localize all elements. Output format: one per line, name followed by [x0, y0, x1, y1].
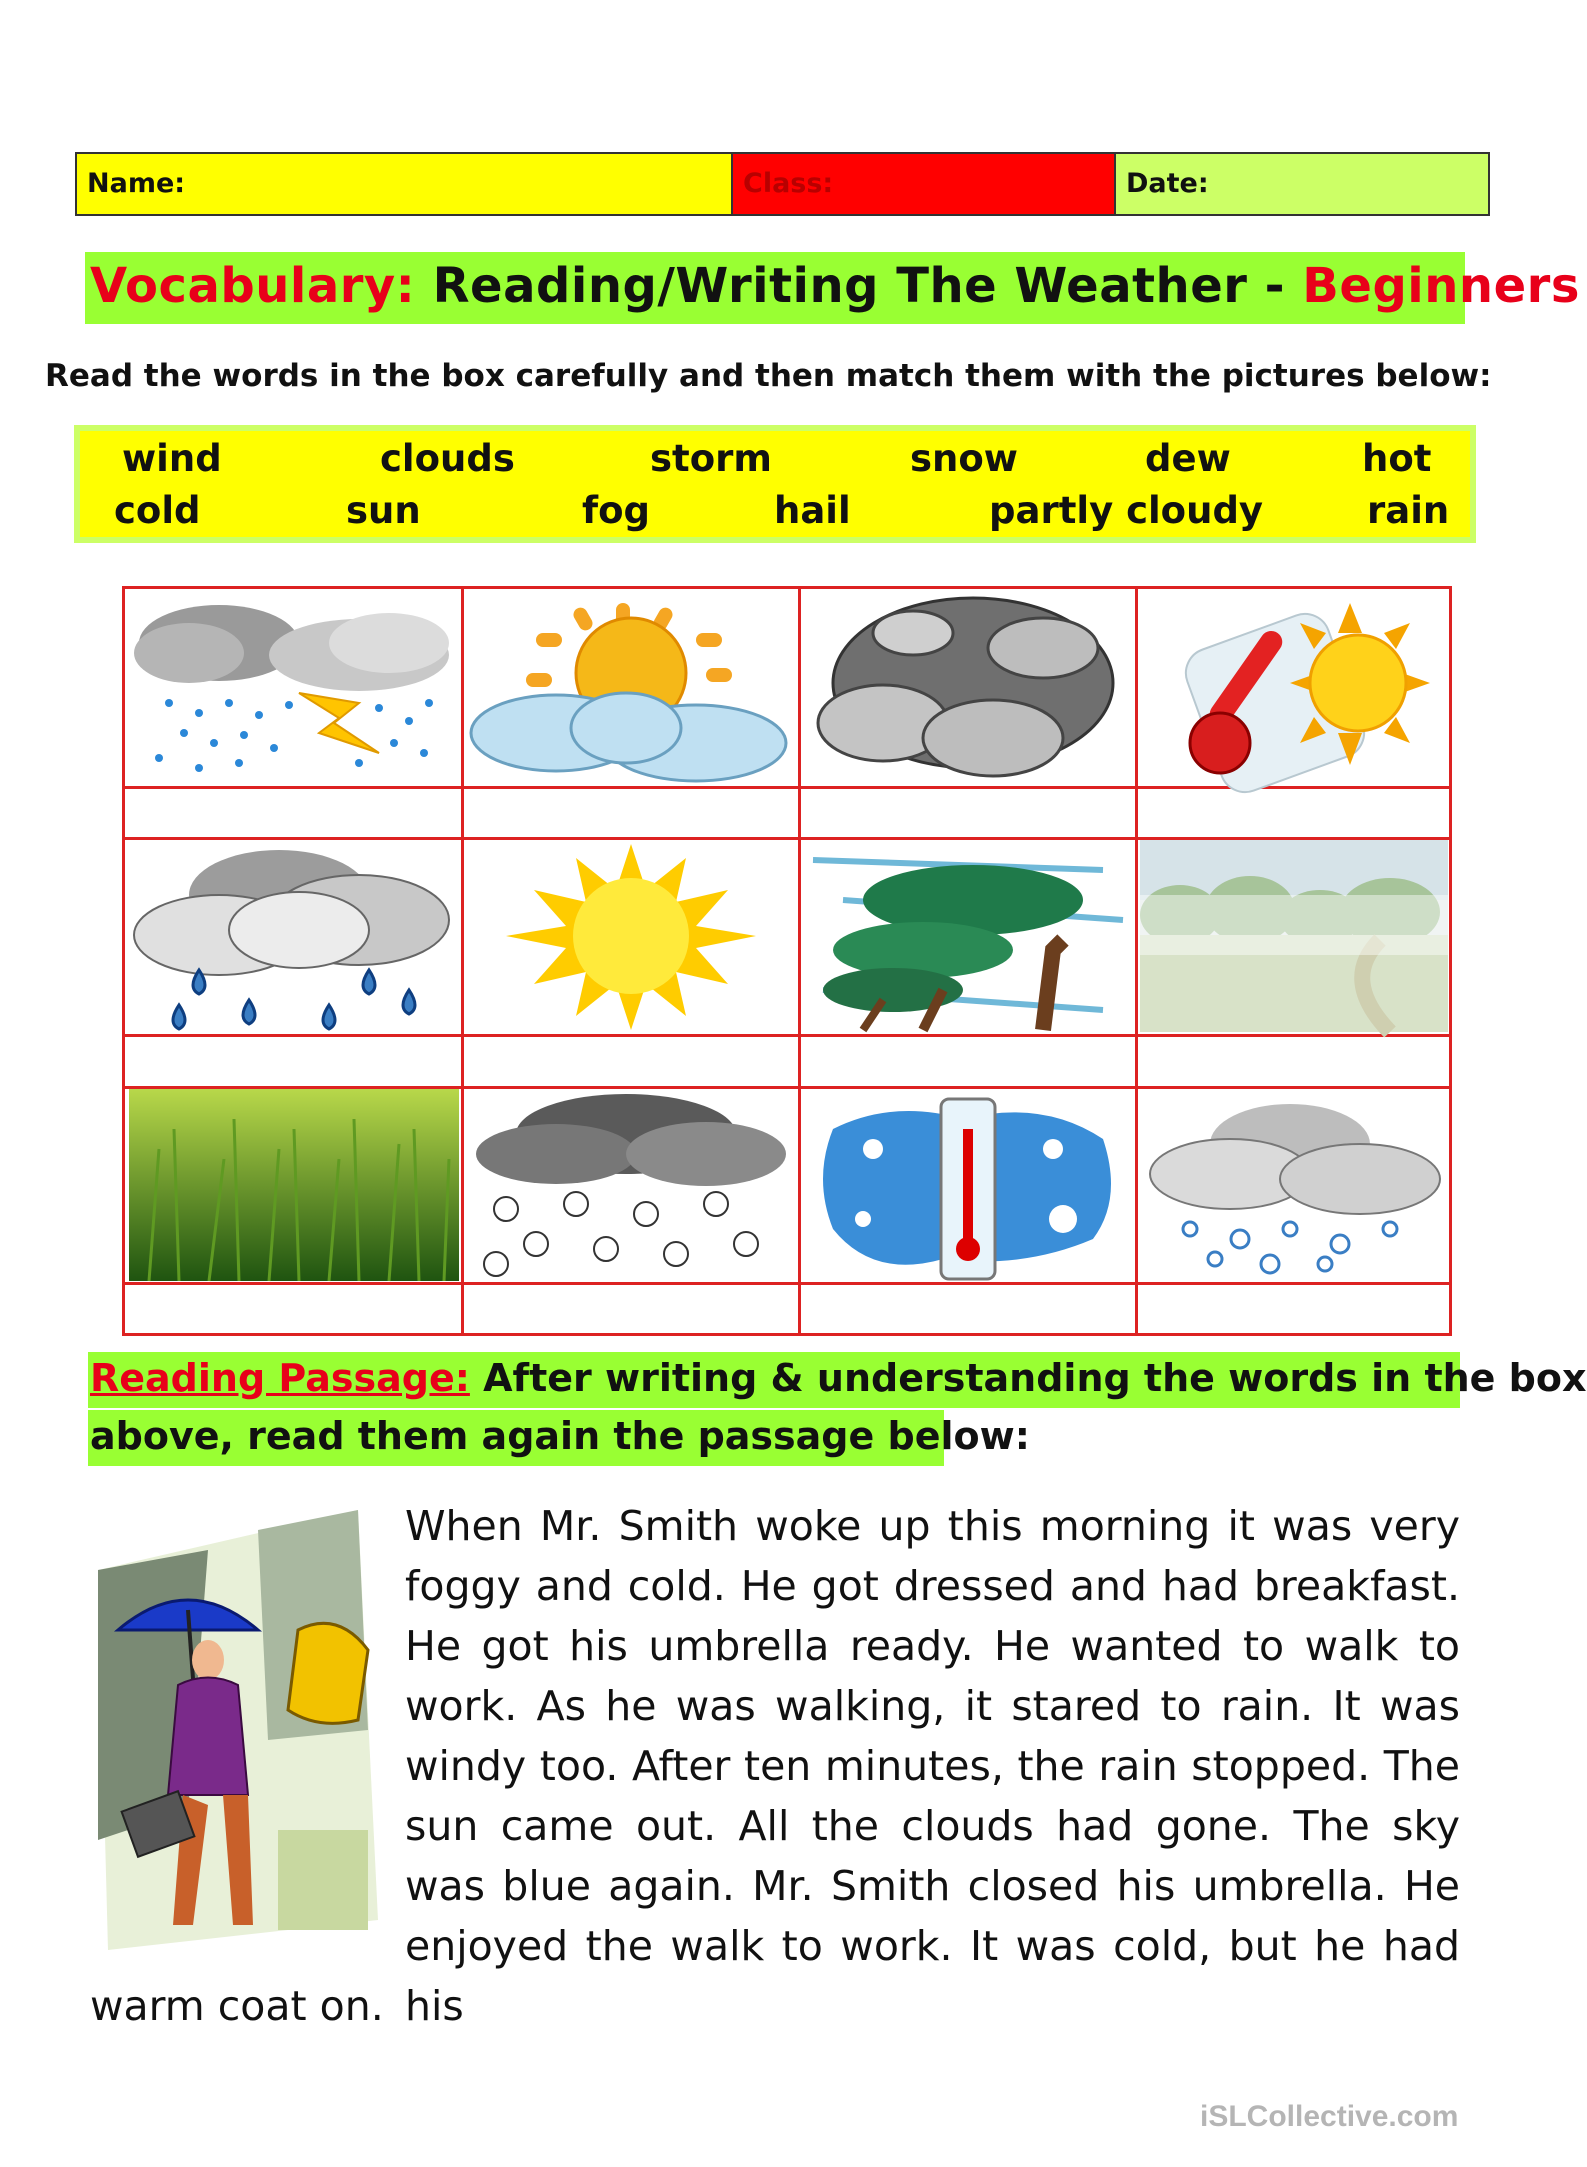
reading-passage-end: warm coat on.: [90, 1982, 384, 2030]
word-item: dew: [1145, 437, 1231, 480]
answer-cell[interactable]: [464, 789, 798, 837]
name-label: Name:: [87, 168, 186, 199]
answer-cell[interactable]: [128, 789, 461, 837]
thunderstorm-icon: [129, 593, 459, 785]
reading-heading-line2: above, read them again the passage below:: [90, 1414, 1030, 1458]
student-info-header: [75, 152, 1490, 216]
date-field[interactable]: [1116, 154, 1488, 214]
windy-trees-icon: [803, 840, 1133, 1032]
reading-label: Reading Passage:: [90, 1356, 470, 1400]
sun-icon: [466, 840, 796, 1032]
foggy-landscape-icon: [1140, 840, 1448, 1032]
answer-cell[interactable]: [801, 1037, 1135, 1086]
dewy-grass-icon: [129, 1089, 459, 1281]
class-field[interactable]: [733, 154, 1116, 214]
answer-cell[interactable]: [1138, 789, 1450, 837]
title-prefix: Vocabulary:: [90, 258, 416, 314]
name-field[interactable]: [77, 154, 733, 214]
word-item: sun: [346, 489, 421, 532]
rain-clouds-icon: [129, 840, 459, 1032]
snow-clouds-icon: [466, 1089, 796, 1281]
answer-cell[interactable]: [464, 1285, 798, 1333]
word-item: clouds: [380, 437, 515, 480]
answer-cell[interactable]: [801, 789, 1135, 837]
word-box: [74, 425, 1476, 543]
reading-passage: When Mr. Smith woke up this morning it was very foggy and cold. He got dressed and had breakfast. He got his umbrella ready. He wanted to walk to work. As he was walking, it stared to rain. It was windy too. After ten minutes, the rain stopped. The sun came out. All the clouds had gone. The sky was blue again. Mr. Smith closed his umbrella. He enjoyed the walk to work. It was cold, but he had his: [405, 1502, 1460, 2030]
title-main: Reading/Writing The Weather -: [432, 258, 1286, 314]
class-label: Class:: [743, 168, 834, 199]
watermark: iSLCollective.com: [1200, 2100, 1459, 2133]
title-level: Beginners: [1302, 258, 1580, 314]
word-item: hail: [774, 489, 851, 532]
page-title: [90, 258, 1580, 314]
picture-matching-grid: [122, 586, 1452, 1336]
man-with-umbrella-illustration: [88, 1510, 378, 1950]
hail-clouds-icon: [1140, 1089, 1448, 1281]
word-item: hot: [1362, 437, 1432, 480]
word-item: wind: [122, 437, 222, 480]
reading-heading: [90, 1356, 1587, 1400]
answer-cell[interactable]: [1138, 1285, 1450, 1333]
word-item: fog: [582, 489, 651, 532]
answer-cell[interactable]: [128, 1285, 461, 1333]
answer-cell[interactable]: [128, 1037, 461, 1086]
cold-thermometer-icon: [803, 1089, 1133, 1281]
answer-cell[interactable]: [464, 1037, 798, 1086]
reading-heading-text: After writing & understanding the words in the box: [469, 1356, 1587, 1400]
word-item: partly cloudy: [989, 489, 1264, 532]
instruction-text: Read the words in the box carefully and then match them with the pictures below:: [45, 358, 1492, 394]
word-item: cold: [114, 489, 201, 532]
dark-clouds-icon: [803, 593, 1133, 785]
date-label: Date:: [1126, 168, 1209, 199]
answer-cell[interactable]: [1138, 1037, 1450, 1086]
word-item: storm: [650, 437, 772, 480]
hot-thermometer-sun-icon: [1140, 593, 1448, 785]
word-item: snow: [910, 437, 1018, 480]
word-item: rain: [1367, 489, 1450, 532]
partly-cloudy-icon: [466, 593, 796, 785]
answer-cell[interactable]: [801, 1285, 1135, 1333]
